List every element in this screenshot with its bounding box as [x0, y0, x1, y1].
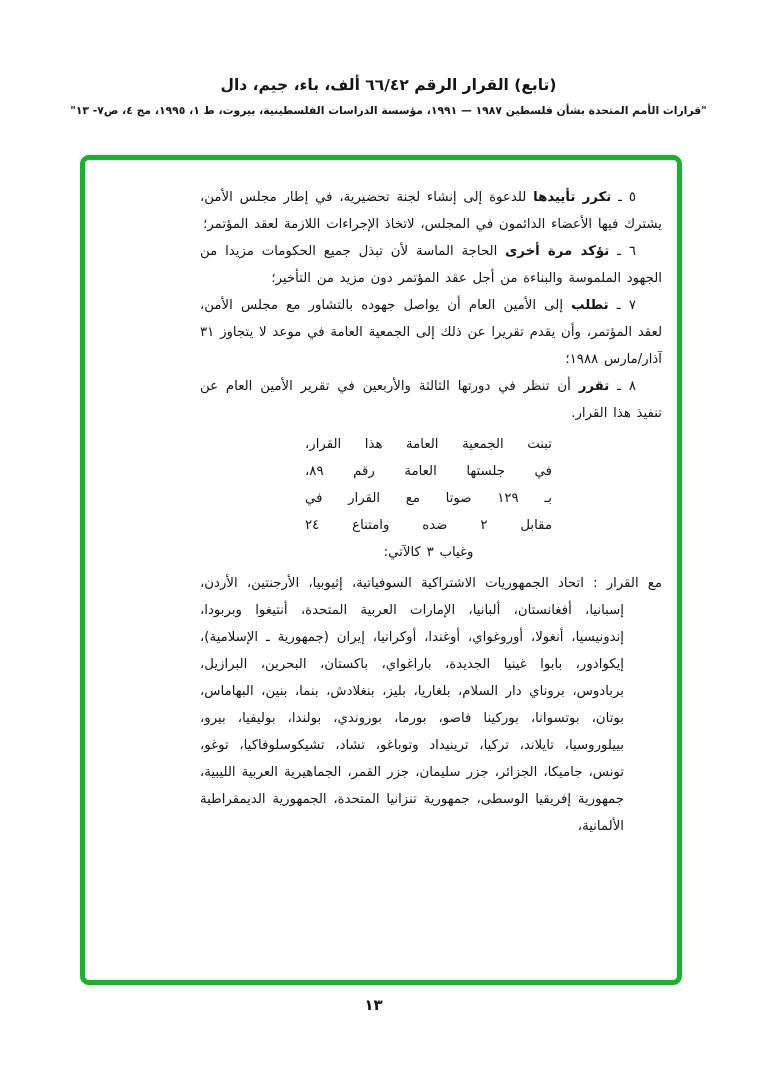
paragraph-7-number: ٧ ـ: [616, 298, 636, 313]
page-header: [0, 76, 777, 117]
paragraph-5: [200, 184, 662, 238]
vote-label: مع القرار :: [593, 576, 662, 591]
paragraph-8: [200, 373, 662, 427]
adoption-line: بـ ١٢٩ صوتا مع القرار في: [305, 491, 552, 506]
paragraph-8-lead: تقرر: [578, 379, 610, 394]
paragraph-6: [200, 238, 662, 292]
paragraph-6-number: ٦ ـ: [617, 244, 636, 259]
paragraph-5-number: ٥ ـ: [618, 190, 636, 205]
source-citation: "قرارات الأمم المتحدة بشأن فلسطين ١٩٨٧ — ١٩٩١، مؤسسة الدراسات الفلسطينية، بيروت، ط ١، ١٩٩٥، مج ٤، ص٧- ١٣": [70, 104, 707, 117]
paragraph-7: [200, 292, 662, 373]
adoption-line: مقابل ٢ ضده وامتناع ٢٤: [305, 518, 552, 533]
adoption-line: وغياب ٣ كالآتي:: [383, 545, 474, 560]
resolution-title: (تابع) القرار الرقم ٦٦/٤٢ ألف، باء، جيم، دال: [220, 76, 557, 94]
resolution-text: [200, 184, 662, 840]
paragraph-8-number: ٨ ـ: [617, 379, 636, 394]
adoption-statement: [305, 431, 552, 566]
paragraph-5-lead: تكرر تأييدها: [533, 190, 612, 205]
vote-countries: اتحاد الجمهوريات الاشتراكية السوفياتية، إثيوبيا، الأرجنتين، الأردن، إسبانيا، أفغانستان، ألبانيا، الإمارات العربية المتحدة، أنتيغوا وبربودا، إندونيسيا، أنغولا، أوروغواي، أوغندا، أوكرانيا، إيران (جمهورية ـ الإسلامية)، إيكوادور، بابوا غينيا الجديدة، باراغواي، باكستان، البحرين، البرازيل، بربادوس، بروناي دار السلام، بلغاريا، بليز، بنغلادش، بنما، بنين، البهاماس، بوتان، بوتسوانا، بوركينا فاصو، بورما، بوروندي، بولندا، بوليفيا، بيرو، بييلوروسيا، تايلاند، تركيا، ترينيداد وتوباغو، تشاد، تشيكوسلوفاكيا، توغو، تونس، جاميكا، الجزائر، جزر سليمان، جزر القمر، الجماهيرية العربية الليبية، جمهورية إفريقيا الوسطى، جمهورية تنزانيا المتحدة، الجمهورية الديمقراطية الألمانية،: [200, 576, 624, 834]
paragraph-7-lead: تطلب: [571, 298, 609, 313]
adoption-line: في جلستها العامة رقم ٨٩،: [305, 464, 552, 479]
resolution-box: [80, 155, 682, 985]
paragraph-8-body: أن تنظر في دورتها الثالثة والأربعين في تقرير الأمين العام عن تنفيذ هذا القرار.: [200, 379, 662, 421]
paragraph-6-body: الحاجة الماسة لأن تبذل جميع الحكومات مزيدا من الجهود الملموسة والبناءة من أجل عقد المؤتمر دون مزيد من التأخير؛: [200, 244, 662, 286]
paragraph-6-lead: تؤكد مرة أخرى: [505, 244, 610, 259]
vote-record: [200, 570, 662, 840]
paragraph-5-body: للدعوة إلى إنشاء لجنة تحضيرية، في إطار مجلس الأمن، يشترك فيها الأعضاء الدائمون في المجلس، لاتخاذ الإجراءات اللازمة لعقد المؤتمر؛: [200, 190, 662, 232]
page-number: ١٣: [364, 996, 383, 1014]
adoption-line: تبنت الجمعية العامة هذا القرار،: [305, 437, 552, 452]
paragraph-7-body: إلى الأمين العام أن يواصل جهوده بالتشاور مع مجلس الأمن، لعقد المؤتمر، وأن يقدم تقريرا عن ذلك إلى الجمعية العامة في موعد لا يتجاوز ٣١ آذار/مارس ١٩٨٨؛: [200, 298, 662, 367]
